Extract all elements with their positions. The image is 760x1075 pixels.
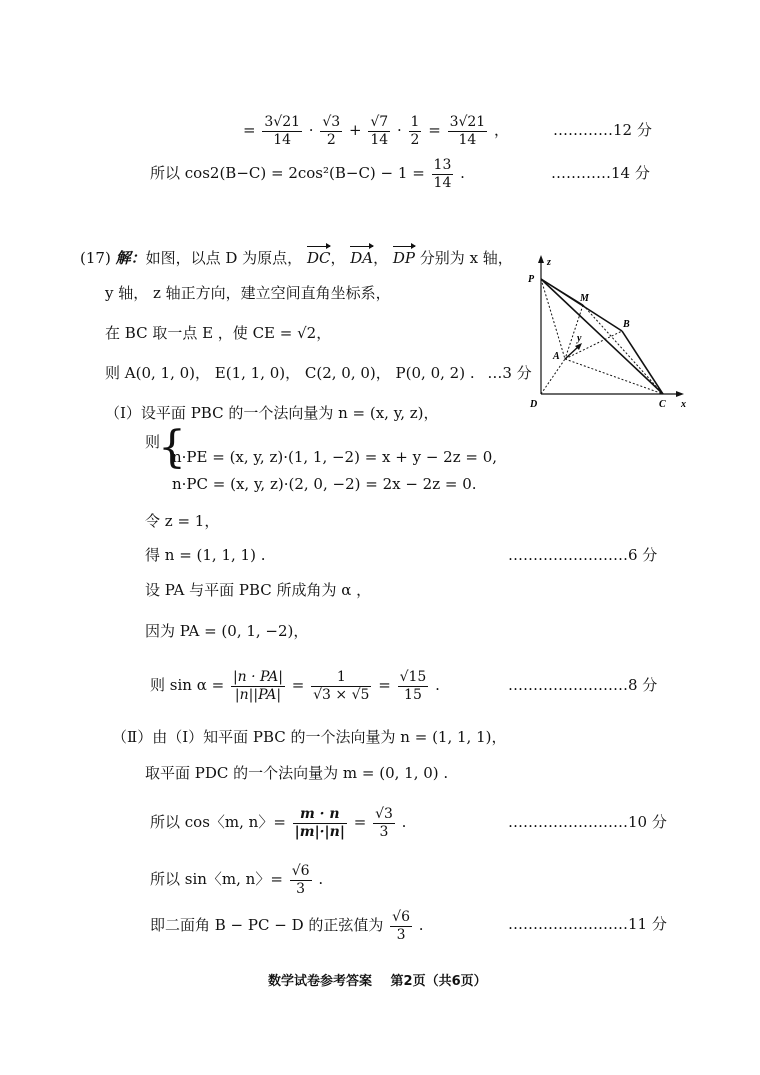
coordinate-figure — [525, 253, 705, 413]
fraction: $\frac{√6}{3}$ — [392, 908, 410, 943]
label-y: y — [577, 333, 582, 344]
part1-line-1: （Ⅰ）设平面 PBC 的一个法向量为 n = (x, y, z)， — [105, 404, 439, 422]
fraction: $\frac{√7}{14}$ — [370, 113, 389, 148]
part2-sin-line: 所以 sin〈m, n〉= $\frac{√6}{3}$ . — [150, 862, 324, 897]
q17-line-4: 则 A(0, 1, 0)， E(1, 1, 0)， C(2, 0, 0)， P(0, 0, 2) . …3 分 — [105, 364, 532, 382]
part2-cos-line: 所以 cos〈m, n〉= $\frac{m \cdot n}{|m|\cdot|n|}$ = $\frac{√3}{3}$ . — [150, 805, 407, 840]
solve-label: 解： — [115, 249, 146, 267]
x-arrow-icon — [676, 391, 684, 397]
fraction: $\frac{√3}{3}$ — [375, 805, 393, 840]
fraction: $\frac{3√21}{14}$ — [264, 113, 301, 148]
vector-dp: DP — [393, 245, 415, 268]
part1-yinwei: 因为 PA = (0, 1, −2)， — [145, 622, 309, 640]
fraction: $\frac{1}{2}$ — [410, 113, 420, 148]
fraction: $\frac{m \cdot n}{|m|\cdot|n|}$ — [294, 805, 345, 840]
footer-page: 第2页（共6页） — [390, 974, 487, 989]
system-eq-2: n·PC = (x, y, z)·(2, 0, −2) = 2x − 2z = 0. — [172, 475, 477, 493]
fraction: $\frac{√3}{2}$ — [322, 113, 341, 148]
fraction: $\frac{13}{14}$ — [433, 156, 452, 191]
system-eq-1: n·PE = (x, y, z)·(1, 1, −2) = x + y − 2z = 0, — [172, 448, 498, 466]
label-a: A — [553, 351, 560, 362]
label-x: x — [681, 399, 686, 410]
label-p: P — [528, 274, 535, 285]
fraction: $\frac{√15}{15}$ — [399, 668, 427, 703]
part1-she: 设 PA 与平面 PBC 所成角为 α ， — [145, 581, 372, 599]
equation-line-1: = $\frac{3√21}{14}$ · $\frac{√3}{2}$ + $\frac{√7}{14}$ · $\frac{1}{2}$ = $\frac{3√21}{14}$ ， — [243, 113, 510, 148]
fraction: $\frac{3√21}{14}$ — [449, 113, 486, 148]
label-c: C — [659, 399, 666, 410]
part1-de: 得 n = (1, 1, 1) . — [145, 546, 266, 564]
score-6: ……………………6 分 — [508, 546, 658, 564]
label-m: M — [580, 293, 589, 304]
q17-line-1: (17) 解：如图，以点 D 为原点， DC， DA， DP 分别为 x 轴， — [80, 245, 513, 268]
part1-ling: 令 z = 1， — [145, 512, 220, 530]
q17-line-2: y 轴， z 轴正方向，建立空间直角坐标系， — [105, 284, 391, 302]
footer-title: 数学试卷参考答案 — [268, 974, 373, 989]
fraction: $\frac{|n \cdot PA|}{|n||PA|}$ — [232, 668, 283, 703]
fraction: $\frac{1}{√3 \times √5}$ — [313, 668, 370, 703]
part2-line-1: （Ⅱ）由（Ⅰ）知平面 PBC 的一个法向量为 n = (1, 1, 1)， — [112, 728, 507, 746]
footer — [268, 970, 487, 989]
vector-dc: DC — [307, 245, 331, 268]
label-b: B — [623, 319, 630, 330]
part2-line-2: 取平面 PDC 的一个法向量为 m = (0, 1, 0) . — [145, 764, 449, 782]
score-12: …………12 分 — [553, 121, 652, 139]
fraction: $\frac{√6}{3}$ — [291, 862, 310, 897]
eq-prefix: = — [243, 121, 256, 139]
part1-ze: 则 — [145, 433, 161, 451]
score-10: ……………………10 分 — [508, 813, 667, 831]
label-z: z — [547, 257, 551, 268]
question-number: (17) — [80, 249, 111, 267]
part2-last-line: 即二面角 B − PC − D 的正弦值为 $\frac{√6}{3}$ . — [150, 908, 424, 943]
q17-line-3: 在 BC 取一点 E ，使 CE = √2， — [105, 324, 332, 342]
score-14: …………14 分 — [551, 164, 650, 182]
z-arrow-icon — [538, 255, 544, 263]
part1-sin-line: 则 sin α = $\frac{|n \cdot PA|}{|n||PA|}$ = $\frac{1}{√3 \times √5}$ = $\frac{√15}{15}$ . — [150, 668, 440, 703]
vector-da: DA — [350, 245, 373, 268]
score-11: ……………………11 分 — [508, 915, 667, 933]
equation-line-2: 所以 cos2(B−C) = 2cos²(B−C) − 1 = $\frac{13}{14}$ . — [150, 156, 465, 191]
system-brace: { — [158, 422, 186, 473]
label-d: D — [530, 399, 538, 410]
score-8: ……………………8 分 — [508, 676, 658, 694]
